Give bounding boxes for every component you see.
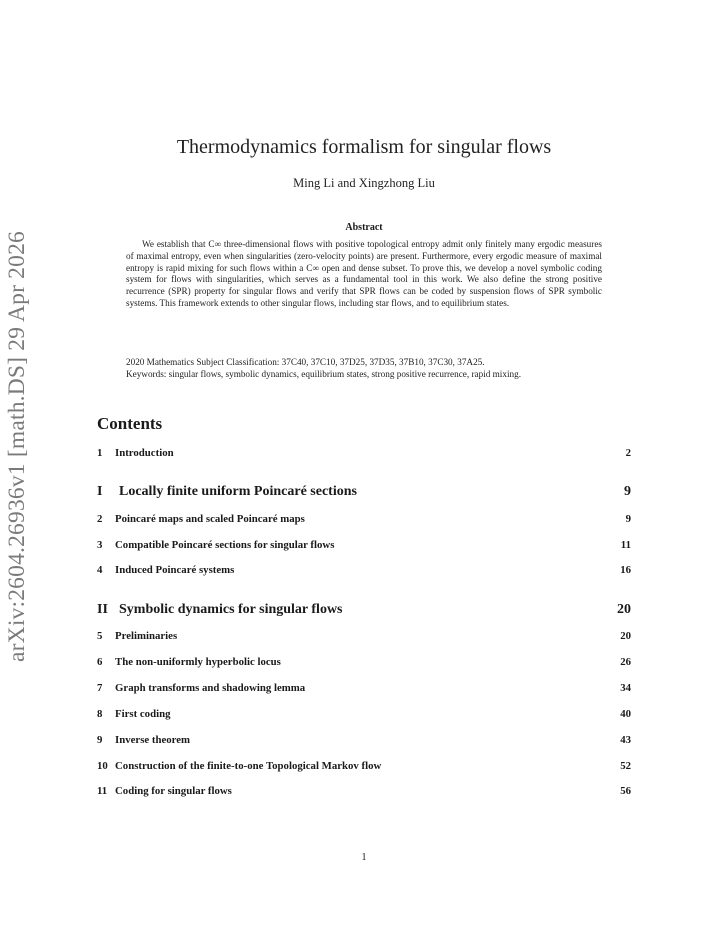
toc-entry-number: 9 <box>97 734 103 746</box>
toc-entry-label: Graph transforms and shadowing lemma <box>115 682 306 694</box>
toc-entry[interactable] <box>97 656 631 668</box>
toc-entry[interactable] <box>97 734 631 746</box>
toc-entry-number: 8 <box>97 708 103 720</box>
toc-entry-page: 9 <box>625 513 631 525</box>
toc-part-page: 20 <box>617 602 631 617</box>
keywords-line: Keywords: singular flows, symbolic dynamics, equilibrium states, strong positive recurrence, rapid mixing. <box>126 368 521 379</box>
toc-entry-number: 1 <box>97 447 103 459</box>
toc-entry-label: Compatible Poincaré sections for singular flows <box>115 539 335 551</box>
abstract-body <box>126 239 602 310</box>
page-number: 1 <box>361 852 367 863</box>
toc-entry[interactable] <box>97 785 631 797</box>
toc-entry-page: 52 <box>620 760 631 772</box>
toc-entry-label: Construction of the finite-to-one Topological Markov flow <box>115 760 382 772</box>
toc-entry[interactable] <box>97 447 631 459</box>
toc-entry-number: 4 <box>97 564 103 576</box>
toc-part-entry[interactable] <box>97 484 631 500</box>
toc-entry-number: 3 <box>97 539 103 551</box>
toc-entry-label: The non-uniformly hyperbolic locus <box>115 656 281 668</box>
toc-entry-label: Poincaré maps and scaled Poincaré maps <box>115 513 305 525</box>
toc-entry-number: 7 <box>97 682 103 694</box>
paper-authors: Ming Li and Xingzhong Liu <box>293 176 435 190</box>
toc-entry[interactable] <box>97 682 631 694</box>
toc-entry-page: 34 <box>620 682 631 694</box>
arxiv-identifier-stamp: arXiv:2604.26936v1 [math.DS] 29 Apr 2026 <box>4 231 30 662</box>
toc-entry[interactable] <box>97 630 631 642</box>
toc-entry-number: 6 <box>97 656 103 668</box>
toc-entry-page: 40 <box>620 708 631 720</box>
toc-entry-number: 11 <box>97 785 108 797</box>
toc-entry[interactable] <box>97 539 631 551</box>
toc-entry-page: 56 <box>620 785 631 797</box>
toc-entry-label: Introduction <box>115 447 174 459</box>
toc-part-number: I <box>97 484 103 499</box>
abstract-heading: Abstract <box>345 222 383 233</box>
toc-entry[interactable] <box>97 513 631 525</box>
toc-entry-page: 20 <box>620 630 631 642</box>
toc-entry-page: 43 <box>620 734 631 746</box>
toc-part-label: Locally finite uniform Poincaré sections <box>119 484 357 499</box>
abstract-text: We establish that C∞ three-dimensional flows with positive topological entropy admit only finitely many ergodic measures of maximal entropy, even when singularities (zero-velocity points) are present. Furthermore, every ergodic measure of maximal entropy is rapid mixing for such flows within a C∞ open and dense subset. To prove this, we develop a novel symbolic coding system for flows with singularities, which serves as a fundamental tool in this work. We also define the strong positive recurrence (SPR) property for singular flows and verify that SPR flows can be coded by suspension flows of SPR symbolic systems. This framework extends to other singular flows, including star flows, and to equilibrium states. <box>126 239 602 308</box>
toc-part-label: Symbolic dynamics for singular flows <box>119 602 343 617</box>
toc-part-entry[interactable] <box>97 602 631 618</box>
toc-entry-label: First coding <box>115 708 171 720</box>
toc-entry-label: Preliminaries <box>115 630 178 642</box>
toc-part-number: II <box>97 602 108 617</box>
toc-entry-label: Induced Poincaré systems <box>115 564 235 576</box>
toc-entry-label: Inverse theorem <box>115 734 191 746</box>
toc-entry[interactable] <box>97 708 631 720</box>
paper-title: Thermodynamics formalism for singular flows <box>176 136 552 158</box>
toc-entry-number: 5 <box>97 630 103 642</box>
toc-part-page: 9 <box>624 484 631 499</box>
toc-entry[interactable] <box>97 760 631 772</box>
toc-entry-number: 10 <box>97 760 108 772</box>
msc-line: 2020 Mathematics Subject Classification: 37C40, 37C10, 37D25, 37D35, 37B10, 37C30, 37A25. <box>126 357 485 367</box>
toc-entry-page: 11 <box>620 539 631 551</box>
toc-entry[interactable] <box>97 564 631 576</box>
toc-entry-page: 26 <box>620 656 631 668</box>
toc-entry-label: Coding for singular flows <box>115 785 232 797</box>
classification-block <box>126 357 602 381</box>
contents-heading: Contents <box>97 414 163 433</box>
toc-entry-page: 16 <box>620 564 631 576</box>
toc-entry-page: 2 <box>625 447 631 459</box>
toc-entry-number: 2 <box>97 513 103 525</box>
